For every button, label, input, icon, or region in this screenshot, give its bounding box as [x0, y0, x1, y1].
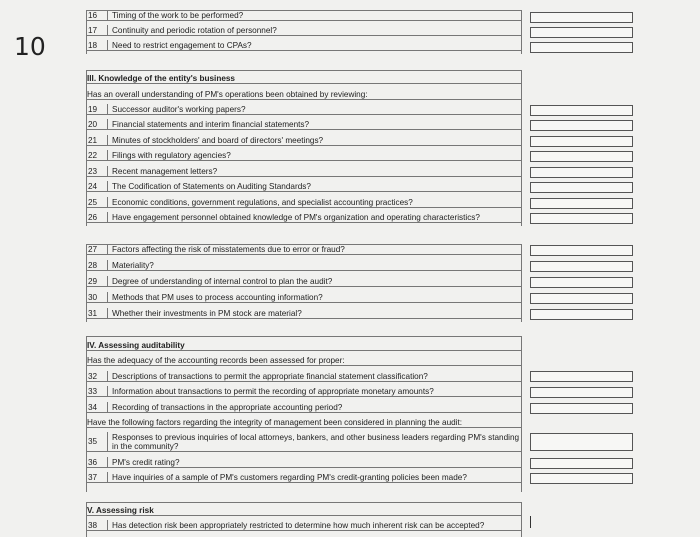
- item-number: 18: [86, 40, 108, 51]
- section-intro: Has the adequacy of the accounting records been assessed for proper:: [86, 355, 522, 366]
- response-box[interactable]: [530, 27, 633, 38]
- item-number: 32: [86, 371, 108, 382]
- item-text: Whether their investments in PM stock are material?: [112, 309, 302, 318]
- response-box[interactable]: [530, 136, 633, 147]
- item-number: 28: [86, 260, 108, 271]
- item-number: 27: [86, 244, 108, 255]
- item-text: Factors affecting the risk of misstatements due to error or fraud?: [112, 245, 345, 254]
- response-box[interactable]: [530, 105, 633, 116]
- item-number: 33: [86, 386, 108, 397]
- list-item: [86, 386, 522, 397]
- response-box-edge: [530, 516, 531, 528]
- list-item: [86, 40, 522, 51]
- list-item: [86, 520, 522, 531]
- response-box[interactable]: [530, 403, 633, 414]
- item-number: 38: [86, 520, 108, 531]
- item-number: 21: [86, 135, 108, 146]
- response-box[interactable]: [530, 198, 633, 209]
- list-item: [86, 212, 522, 223]
- section-title: III. Knowledge of the entity's business: [86, 73, 522, 84]
- response-box[interactable]: [530, 387, 633, 398]
- item-text: Methods that PM uses to process accounting information?: [112, 293, 323, 302]
- list-item: [86, 308, 522, 319]
- response-box[interactable]: [530, 371, 633, 382]
- item-text: Recording of transactions in the appropriate accounting period?: [112, 403, 343, 412]
- item-number: 36: [86, 457, 108, 468]
- section-intro: Have the following factors regarding the integrity of management been considered in planning the audit:: [86, 417, 522, 428]
- section-title: IV. Assessing auditability: [86, 340, 522, 351]
- page-number: 10: [14, 32, 46, 61]
- item-text: Need to restrict engagement to CPAs?: [112, 41, 252, 50]
- response-box[interactable]: [530, 42, 633, 53]
- list-item: [86, 25, 522, 36]
- list-item: [86, 10, 522, 21]
- response-box[interactable]: [530, 473, 633, 484]
- list-item: [86, 150, 522, 161]
- response-box[interactable]: [530, 261, 633, 272]
- item-number: 25: [86, 197, 108, 208]
- item-text: Recent management letters?: [112, 167, 218, 176]
- item-text: Have inquiries of a sample of PM's customers regarding PM's credit-granting policies been made?: [112, 473, 467, 482]
- item-number: 20: [86, 119, 108, 130]
- list-item: [86, 197, 522, 208]
- item-text: Descriptions of transactions to permit the appropriate financial statement classification?: [112, 372, 428, 381]
- item-text: Timing of the work to be performed?: [112, 11, 244, 20]
- item-text: Have engagement personnel obtained knowledge of PM's organization and operating characteristics?: [112, 213, 480, 222]
- response-box[interactable]: [530, 182, 633, 193]
- audit-checklist: [86, 0, 526, 537]
- response-box[interactable]: [530, 277, 633, 288]
- item-number: 30: [86, 292, 108, 303]
- list-item: [86, 457, 522, 468]
- response-box[interactable]: [530, 458, 633, 469]
- item-text: Financial statements and interim financial statements?: [112, 120, 310, 129]
- item-number: 37: [86, 472, 108, 483]
- item-text: Minutes of stockholders' and board of directors' meetings?: [112, 136, 324, 145]
- list-item: [86, 181, 522, 192]
- list-item: [86, 104, 522, 115]
- list-item: [86, 402, 522, 413]
- item-text: Degree of understanding of internal control to plan the audit?: [112, 277, 333, 286]
- list-item: [86, 119, 522, 130]
- item-number: 29: [86, 276, 108, 287]
- response-box[interactable]: [530, 309, 633, 320]
- item-text: Filings with regulatory agencies?: [112, 151, 231, 160]
- list-item: [86, 292, 522, 303]
- item-number: 17: [86, 25, 108, 36]
- item-number: 22: [86, 150, 108, 161]
- item-text: PM's credit rating?: [112, 458, 180, 467]
- item-number: 24: [86, 181, 108, 192]
- item-number: 19: [86, 104, 108, 115]
- item-number: 34: [86, 402, 108, 413]
- item-number: 31: [86, 308, 108, 319]
- response-box[interactable]: [530, 120, 633, 131]
- list-item: [86, 472, 522, 483]
- item-text: The Codification of Statements on Auditing Standards?: [112, 182, 311, 191]
- item-number: 23: [86, 166, 108, 177]
- section-intro: Has an overall understanding of PM's operations been obtained by reviewing:: [86, 89, 522, 100]
- response-box[interactable]: [530, 245, 633, 256]
- item-text: Economic conditions, government regulations, and specialist accounting practices?: [112, 198, 413, 207]
- item-text: Responses to previous inquiries of local attorneys, bankers, and other business leaders regarding PM's standing in the community?: [112, 433, 520, 451]
- response-box[interactable]: [530, 12, 633, 23]
- list-item: [86, 260, 522, 271]
- item-number: 16: [86, 10, 108, 21]
- response-box[interactable]: [530, 293, 633, 304]
- item-number: 26: [86, 212, 108, 223]
- list-item: [86, 432, 522, 452]
- list-item: [86, 276, 522, 287]
- response-box[interactable]: [530, 151, 633, 162]
- section-title: V. Assessing risk: [86, 505, 522, 516]
- list-item: [86, 244, 522, 255]
- response-box[interactable]: [530, 433, 633, 451]
- response-box[interactable]: [530, 167, 633, 178]
- item-text: Information about transactions to permit the recording of appropriate monetary amounts?: [112, 387, 434, 396]
- item-text: Continuity and periodic rotation of personnel?: [112, 26, 277, 35]
- list-item: [86, 135, 522, 146]
- response-box[interactable]: [530, 213, 633, 224]
- list-item: [86, 166, 522, 177]
- item-number: 35: [86, 432, 108, 452]
- item-text: Materiality?: [112, 261, 154, 270]
- item-text: Successor auditor's working papers?: [112, 105, 246, 114]
- item-text: Has detection risk been appropriately restricted to determine how much inherent risk can be accepted?: [112, 521, 485, 530]
- list-item: [86, 371, 522, 382]
